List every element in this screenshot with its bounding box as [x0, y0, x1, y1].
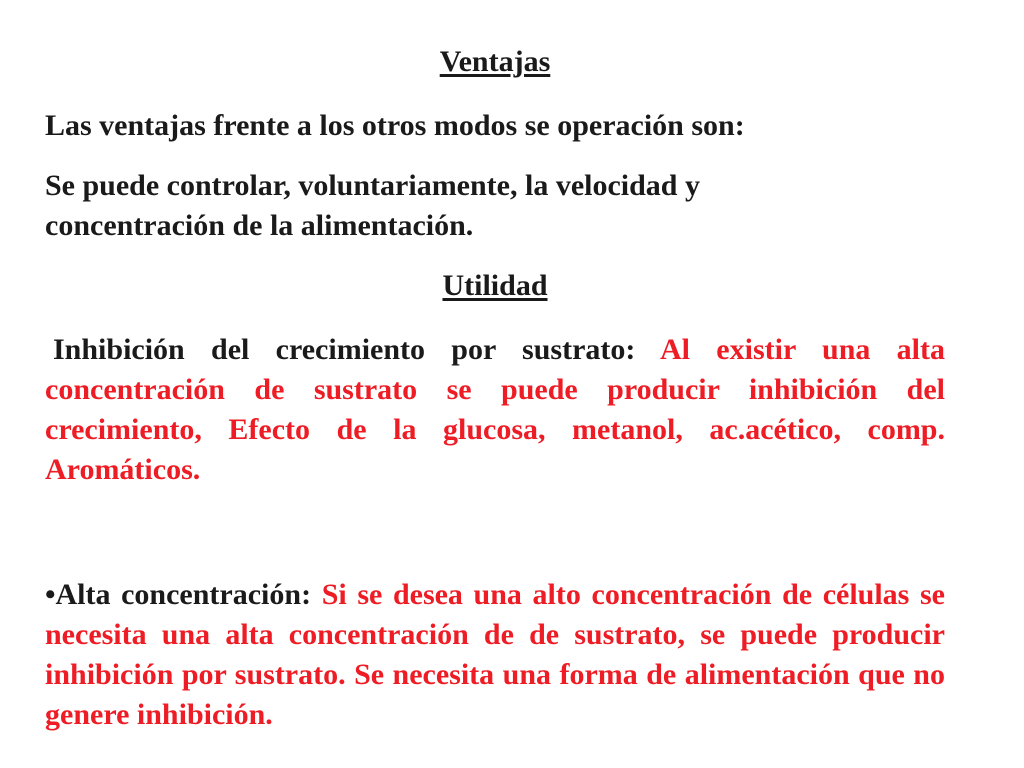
- alta-concentracion-text: Si se desea una alto concentración de células se necesita una alta concentración de de sustrato, se puede producir inhibición por sustrato. Se necesita una forma de alimentación que no genere inhibición.: [45, 578, 945, 731]
- heading-utilidad: Utilidad: [442, 269, 548, 302]
- ventajas-intro: Las ventajas frente a los otros modos se operación son:: [45, 109, 745, 142]
- heading-ventajas: Ventajas: [439, 45, 551, 78]
- inhibicion-label: Inhibición del crecimiento por sustrato:: [53, 333, 661, 366]
- inhibicion-text: Al existir una alta concentración de sustrato se puede producir inhibición del crecimiento, Efecto de la glucosa, metanol, ac.acético, comp. Aromáticos.: [45, 333, 946, 486]
- ventaja-line-2: concentración de la alimentación.: [45, 209, 474, 242]
- ventaja-item: [45, 166, 945, 246]
- inhibicion-paragraph: [45, 330, 945, 490]
- ventaja-line-1: Se puede controlar, voluntariamente, la velocidad y: [45, 169, 700, 202]
- alta-concentracion-label: •Alta concentración:: [45, 578, 322, 611]
- alta-concentracion-paragraph: [45, 575, 945, 735]
- slide-content: [45, 0, 945, 768]
